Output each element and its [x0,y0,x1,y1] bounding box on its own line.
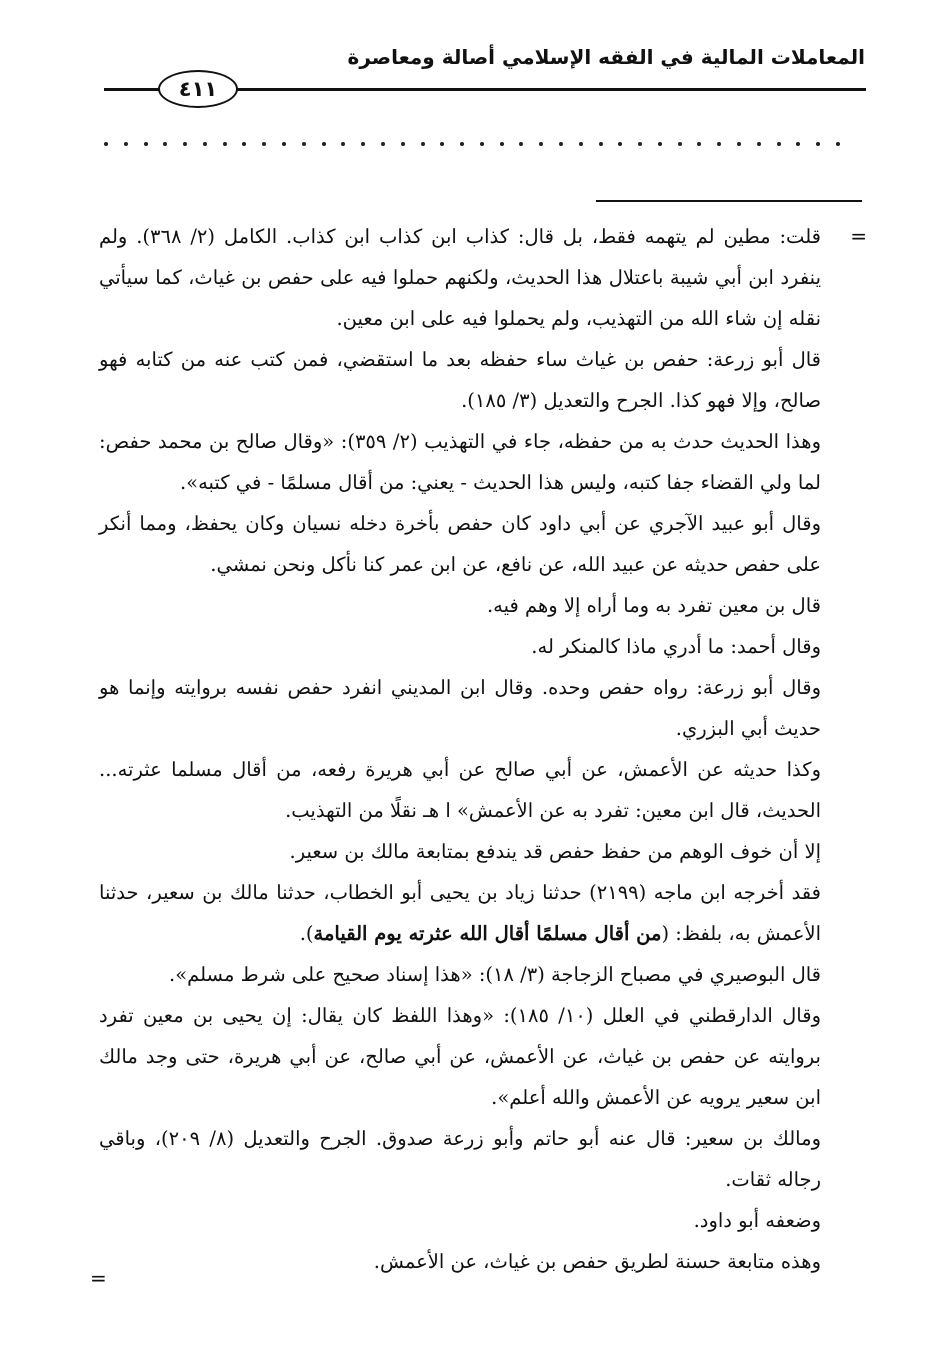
paragraph-text: وهذه متابعة حسنة لطريق حفص بن غياث، عن الأعمش. [373,1250,821,1273]
footnote-paragraph [99,1118,821,1200]
dot [144,142,148,146]
dot [341,142,345,146]
dot [302,142,306,146]
footnote-paragraph [99,421,821,503]
dot [401,142,405,146]
footnote-rule [596,200,862,202]
dot [737,142,741,146]
page-number: ٤١١ [158,70,238,108]
dot [223,142,227,146]
dot [678,142,682,146]
footnote-body [99,216,821,1282]
dot [757,142,761,146]
paragraph-text: وقال أحمد: ما أدري ماذا كالمنكر له. [531,635,821,658]
dot [539,142,543,146]
paragraph-text: وكذا حديثه عن الأعمش، عن أبي صالح عن أبي هريرة رفعه، من أقال مسلما عثرته... الحديث، قال ابن معين: تفرد به عن الأعمش» ا هـ نقلًا من التهذيب. [99,758,821,822]
paragraph-text: قلت: مطين لم يتهمه فقط، بل قال: كذاب ابن كذاب ابن كذاب. الكامل (٢/ ٣٦٨). ولم ينفرد ابن أبي شيبة باعتلال هذا الحديث، ولكنهم حملوا فيه على حفص بن غياث، كما سيأتي نقله إن شاء الله من التهذيب، ولم يحملوا فيه على ابن معين. [99,225,821,330]
dot [460,142,464,146]
footnote-paragraph [99,503,821,585]
header-title: المعاملات المالية في الفقه الإسلامي أصالة ومعاصرة [347,45,865,69]
dot [559,142,563,146]
dot [242,142,246,146]
footnote-paragraph [99,954,821,995]
continuation-mark-top: = [850,224,867,248]
separator-dots [104,142,840,146]
dot [816,142,820,146]
dot [282,142,286,146]
paragraph-text: ). [299,922,314,945]
paragraph-text: قال البوصيري في مصباح الزجاجة (٣/ ١٨): «هذا إسناد صحيح على شرط مسلم». [169,963,821,986]
footnote-paragraph [99,749,821,831]
footnote-paragraph [99,872,821,954]
paragraph-text: ومالك بن سعير: قال عنه أبو حاتم وأبو زرعة صدوق. الجرح والتعديل (٨/ ٢٠٩)، وباقي رجاله ثقات. [99,1127,821,1191]
dot [836,142,840,146]
paragraph-text: وقال أبو زرعة: رواه حفص وحده. وقال ابن المديني انفرد حفص نفسه بروايته وإنما هو حديث أبي البزري. [99,676,821,740]
footnote-paragraph [99,831,821,872]
dot [579,142,583,146]
paragraph-text: وقال أبو عبيد الآجري عن أبي داود كان حفص بأخرة دخله نسيان وكان يحفظ، ومما أنكر على حفص حديثه عن عبيد الله، عن نافع، عن ابن عمر كنا نأكل ونحن نمشي. [99,512,821,576]
dot [697,142,701,146]
paragraph-text: قال أبو زرعة: حفص بن غياث ساء حفظه بعد ما استقضي، فمن كتب عنه من كتابه فهو صالح، وإلا فهو كذا. الجرح والتعديل (٣/ ١٨٥). [99,348,821,412]
footnote-paragraph [99,1200,821,1241]
dot [480,142,484,146]
dot [500,142,504,146]
dot [421,142,425,146]
quoted-hadith: من أقال مسلمًا أقال الله عثرته يوم القيامة [313,922,662,945]
paragraph-text: إلا أن خوف الوهم من حفظ حفص قد يندفع بمتابعة مالك بن سعير. [289,840,821,863]
dot [163,142,167,146]
dot [777,142,781,146]
dot [717,142,721,146]
dot [183,142,187,146]
footnote-paragraph [99,339,821,421]
footnote-paragraph [99,995,821,1118]
dot [124,142,128,146]
dot [618,142,622,146]
dot [262,142,266,146]
dot [203,142,207,146]
footnote-paragraph [99,585,821,626]
paragraph-text: قال بن معين تفرد به وما أراه إلا وهم فيه. [486,594,821,617]
dot [658,142,662,146]
paragraph-text: وضعفه أبو داود. [693,1209,821,1232]
dot [796,142,800,146]
dot [381,142,385,146]
footnote-paragraph [99,1241,821,1282]
dot [599,142,603,146]
paragraph-text: وقال الدارقطني في العلل (١٠/ ١٨٥): «وهذا اللفظ كان يقال: إن يحيى بن معين تفرد بروايته عن حفص بن غياث، عن الأعمش، عن أبي صالح، عن أبي هريرة، حتى وجد مالك ابن سعير يرويه عن الأعمش والله أعلم». [99,1004,821,1109]
dot [638,142,642,146]
paragraph-text: وهذا الحديث حدث به من حفظه، جاء في التهذيب (٢/ ٣٥٩): «وقال صالح بن محمد حفص: لما ولي القضاء جفا كتبه، وليس هذا الحديث - يعني: من أقال مسلمًا - في كتبه». [99,430,821,494]
dot [361,142,365,146]
paragraph-text: فقد أخرجه ابن ماجه (٢١٩٩) حدثنا زياد بن يحيى أبو الخطاب، حدثنا مالك بن سعير، حدثنا الأعمش به، بلفظ: ( [99,881,821,945]
footnote-paragraph [99,626,821,667]
dot [322,142,326,146]
dot [440,142,444,146]
dot [104,142,108,146]
footnote-paragraph [99,667,821,749]
continuation-mark-bottom: = [90,1266,107,1290]
footnote-paragraph [99,216,821,339]
dot [519,142,523,146]
